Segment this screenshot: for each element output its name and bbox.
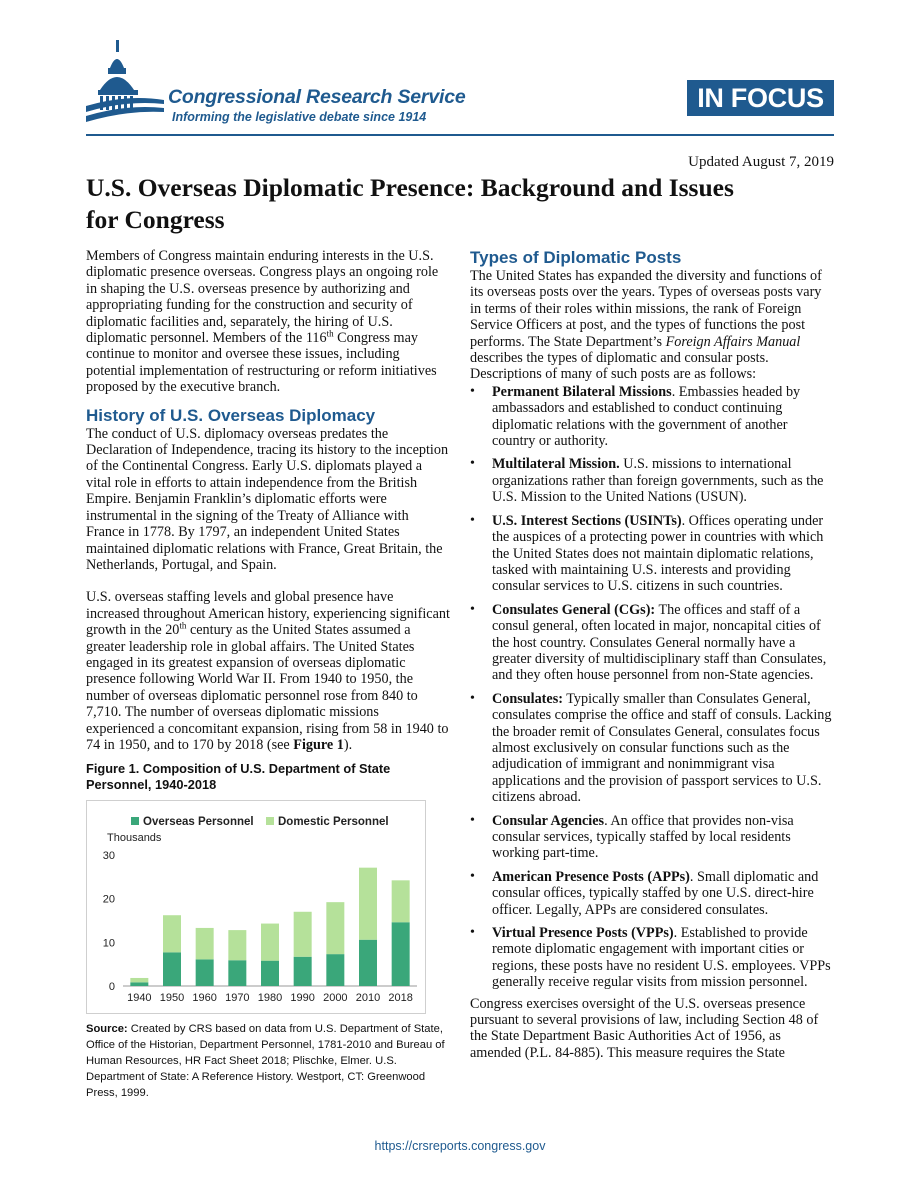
- bar-domestic-2010: [359, 868, 377, 940]
- legend-swatch-1: [266, 817, 274, 825]
- bar-domestic-1950: [163, 916, 181, 953]
- post-desc: . Small diplomatic and consular offices, typically staffed by one U.S. direct-hire officer. Legally, APPs are considered consulates.: [492, 868, 819, 918]
- history-heading: History of U.S. Overseas Diplomacy: [86, 405, 376, 425]
- post-term: Consular Agencies: [492, 812, 605, 829]
- legend-label-0: Overseas Personnel: [143, 816, 254, 829]
- post-desc: The offices and staff of a consul general, often located in major, noncapital cities of the host country. Consulates General normally have a greater diversity of multidisciplinary staff than Consulates, and they often house personnel from non-State agencies.: [492, 601, 827, 684]
- foreign-affairs-manual: Foreign Affairs Manual: [665, 333, 801, 350]
- in-focus-badge: IN FOCUS: [687, 80, 834, 116]
- bar-overseas-1950: [163, 953, 181, 987]
- y-tick-label-0: 0: [108, 981, 115, 994]
- list-item: [470, 869, 834, 918]
- x-tick-label-1990: 1990: [290, 992, 315, 1005]
- bar-domestic-1990: [294, 912, 312, 957]
- post-term: Permanent Bilateral Missions: [492, 383, 672, 400]
- types-heading: Types of Diplomatic Posts: [470, 248, 682, 267]
- bar-overseas-2000: [326, 954, 344, 986]
- history-p2-end: ).: [343, 736, 353, 753]
- list-item: [470, 513, 834, 595]
- bar-overseas-2018: [392, 923, 410, 987]
- intro-text: Members of Congress maintain enduring interests in the U.S. diplomatic presence overseas. Congress plays an ongoing role in shaping the U.S. overseas presence by authorizing and appropriating funding for the construction and security of diplomatic facilities and, separately, the hiring of U.S. diplomatic personnel. Members of the 116: [86, 248, 439, 347]
- org-name: Congressional Research Service: [168, 86, 466, 108]
- closing-paragraph: Congress exercises oversight of the U.S. overseas presence pursuant to several provisions of law, including Section 48 of the State Department Basic Authorities Act of 1956, as amended (P.L. 84-885). This measure requires the State: [470, 995, 819, 1061]
- x-tick-label-2010: 2010: [355, 992, 381, 1005]
- intro-paragraph: [86, 248, 450, 396]
- report-header: [86, 38, 834, 138]
- bar-overseas-1970: [228, 961, 246, 987]
- list-item: [470, 691, 834, 806]
- x-tick-label-2018: 2018: [388, 992, 413, 1005]
- list-item: [470, 456, 834, 505]
- x-tick-label-1940: 1940: [127, 992, 152, 1005]
- figure-source: [86, 1021, 450, 1101]
- left-column: [86, 248, 450, 1101]
- legend-swatch-0: [131, 817, 139, 825]
- types-intro-text: The United States has expanded the diversity and functions of its overseas posts over the years. Types of overseas posts vary in terms of their roles within missions, the rank of Foreign Service Officers at post, and the types of functions the post performs. The State Department’s: [470, 268, 822, 350]
- bar-domestic-1960: [196, 928, 214, 959]
- list-item: [470, 813, 834, 862]
- bar-domestic-1970: [228, 930, 246, 960]
- post-desc: . Embassies headed by ambassadors and established to conduct continuing diplomatic relations with the government of another country or authority.: [492, 383, 801, 450]
- source-text: Created by CRS based on data from U.S. Department of State, Office of the Historian, Department Personnel, 1781-2010 and Bureau of Human Resources, HR Fact Sheet 2018; Plischke, Elmer. U.S. Department of State: A Reference History. Westport, CT: Greenwood Press, 1999.: [86, 1023, 445, 1100]
- x-tick-label-1960: 1960: [192, 992, 217, 1005]
- intro-sup: th: [326, 328, 334, 339]
- bar-domestic-2000: [326, 903, 344, 955]
- types-intro: [470, 268, 834, 383]
- figure-title: Figure 1. Composition of U.S. Department of State Personnel, 1940-2018: [86, 761, 391, 793]
- capitol-dome-icon: [86, 38, 166, 130]
- list-item: [470, 602, 834, 684]
- source-label: Source:: [86, 1023, 128, 1036]
- types-intro-text-b: describes the types of diplomatic and consular posts. Descriptions of many of such posts are as follows:: [470, 350, 769, 383]
- post-term: Multilateral Mission.: [492, 456, 620, 473]
- bar-overseas-1960: [196, 960, 214, 987]
- post-term: Virtual Presence Posts (VPPs): [492, 925, 674, 942]
- personnel-chart: [86, 800, 426, 1014]
- org-tagline: Informing the legislative debate since 1914: [172, 110, 427, 124]
- x-tick-label-1980: 1980: [257, 992, 283, 1005]
- post-desc: U.S. missions to international organizations rather than foreign governments, such as the U.S. Mission to the United Nations (USUN).: [492, 456, 824, 506]
- bar-overseas-1940: [130, 983, 148, 987]
- history-p2-text-b: century as the United States assumed a greater leadership role in global affairs. The United States engaged in its greatest expansion of overseas diplomatic presence following World War II. From 1940 to 1950, the number of overseas diplomatic personnel rose from 840 to 7,710. The number of overseas diplomatic missions experienced a concomitant expansion, rising from 58 in 1940 to 74 in 1950, and to 170 by 2018 (see: [86, 622, 449, 753]
- footer-url[interactable]: https://crsreports.congress.gov: [374, 1139, 546, 1153]
- post-term: Consulates:: [492, 690, 563, 707]
- bar-overseas-1980: [261, 961, 279, 986]
- bar-domestic-1940: [130, 978, 148, 982]
- figure-reference: Figure 1: [293, 736, 344, 753]
- history-paragraph-1: The conduct of U.S. diplomacy overseas predates the Declaration of Independence, tracing its history to the inception of the Continental Congress. Early U.S. diplomats played a vital role in efforts to attain independence from the British Empire. Benjamin Franklin’s diplomatic efforts were instrumental in the signing of the Treaty of Alliance with France in 1778. By 1797, an independent United States maintained diplomatic relations with France, Great Britain, the Netherlands, Portugal, and Spain.: [86, 425, 449, 573]
- post-types-list: [470, 384, 834, 991]
- history-p2-sup: th: [179, 620, 187, 631]
- post-desc: . An office that provides non-visa consular services, typically staffed by local residents working part-time.: [492, 812, 794, 862]
- intro-text-end: Congress may continue to monitor and oversee these issues, including potential implementation of restructuring or reform initiatives proposed by the executive branch.: [86, 330, 437, 396]
- bar-domestic-2018: [392, 881, 410, 923]
- post-desc: . Established to provide remote diplomatic engagement with important cities or regions, these posts have no resident U.S. employees. VPPs generally receive regular visits from mission personnel.: [492, 925, 831, 991]
- post-desc: Typically smaller than Consulates General, consulates comprise the office and staff of consuls. Lacking the broader remit of Consulates General, consulates focus almost exclusively on consular functions such as the adjudication of immigrant and nonimmigrant visa applications and the provision of passport services to U.S. citizens abroad.: [492, 690, 832, 806]
- y-axis-label: Thousands: [107, 832, 162, 845]
- bar-overseas-1990: [294, 957, 312, 986]
- y-tick-label-2: 20: [102, 894, 115, 907]
- post-term: U.S. Interest Sections (USINTs): [492, 512, 682, 529]
- post-desc: . Offices operating under the auspices of a protecting power in countries with which the United States does not maintain diplomatic relations, tasked with maintaining U.S. interests and providing consular services to U.S. citizens in such countries.: [492, 512, 824, 595]
- bar-overseas-2010: [359, 940, 377, 986]
- legend-label-1: Domestic Personnel: [278, 816, 389, 829]
- right-column: [470, 248, 834, 1061]
- x-tick-label-1950: 1950: [159, 992, 185, 1005]
- history-p2-text: U.S. overseas staffing levels and global presence have increased throughout American history, experiencing significant growth in the 20: [86, 589, 450, 639]
- bar-domestic-1980: [261, 924, 279, 961]
- list-item: [470, 384, 834, 450]
- y-tick-label-1: 10: [102, 937, 115, 950]
- y-tick-label-3: 30: [102, 850, 115, 863]
- history-paragraph-2: [86, 589, 450, 753]
- post-term: American Presence Posts (APPs): [492, 868, 690, 885]
- list-item: [470, 925, 834, 991]
- post-term: Consulates General (CGs):: [492, 601, 656, 618]
- page-title: U.S. Overseas Diplomatic Presence: Background and Issues for Congress: [86, 173, 734, 234]
- updated-date: Updated August 7, 2019: [688, 154, 834, 170]
- x-tick-label-2000: 2000: [323, 992, 348, 1005]
- personnel-chart-svg: [87, 801, 427, 1015]
- header-rule: [86, 134, 834, 136]
- x-tick-label-1970: 1970: [225, 992, 250, 1005]
